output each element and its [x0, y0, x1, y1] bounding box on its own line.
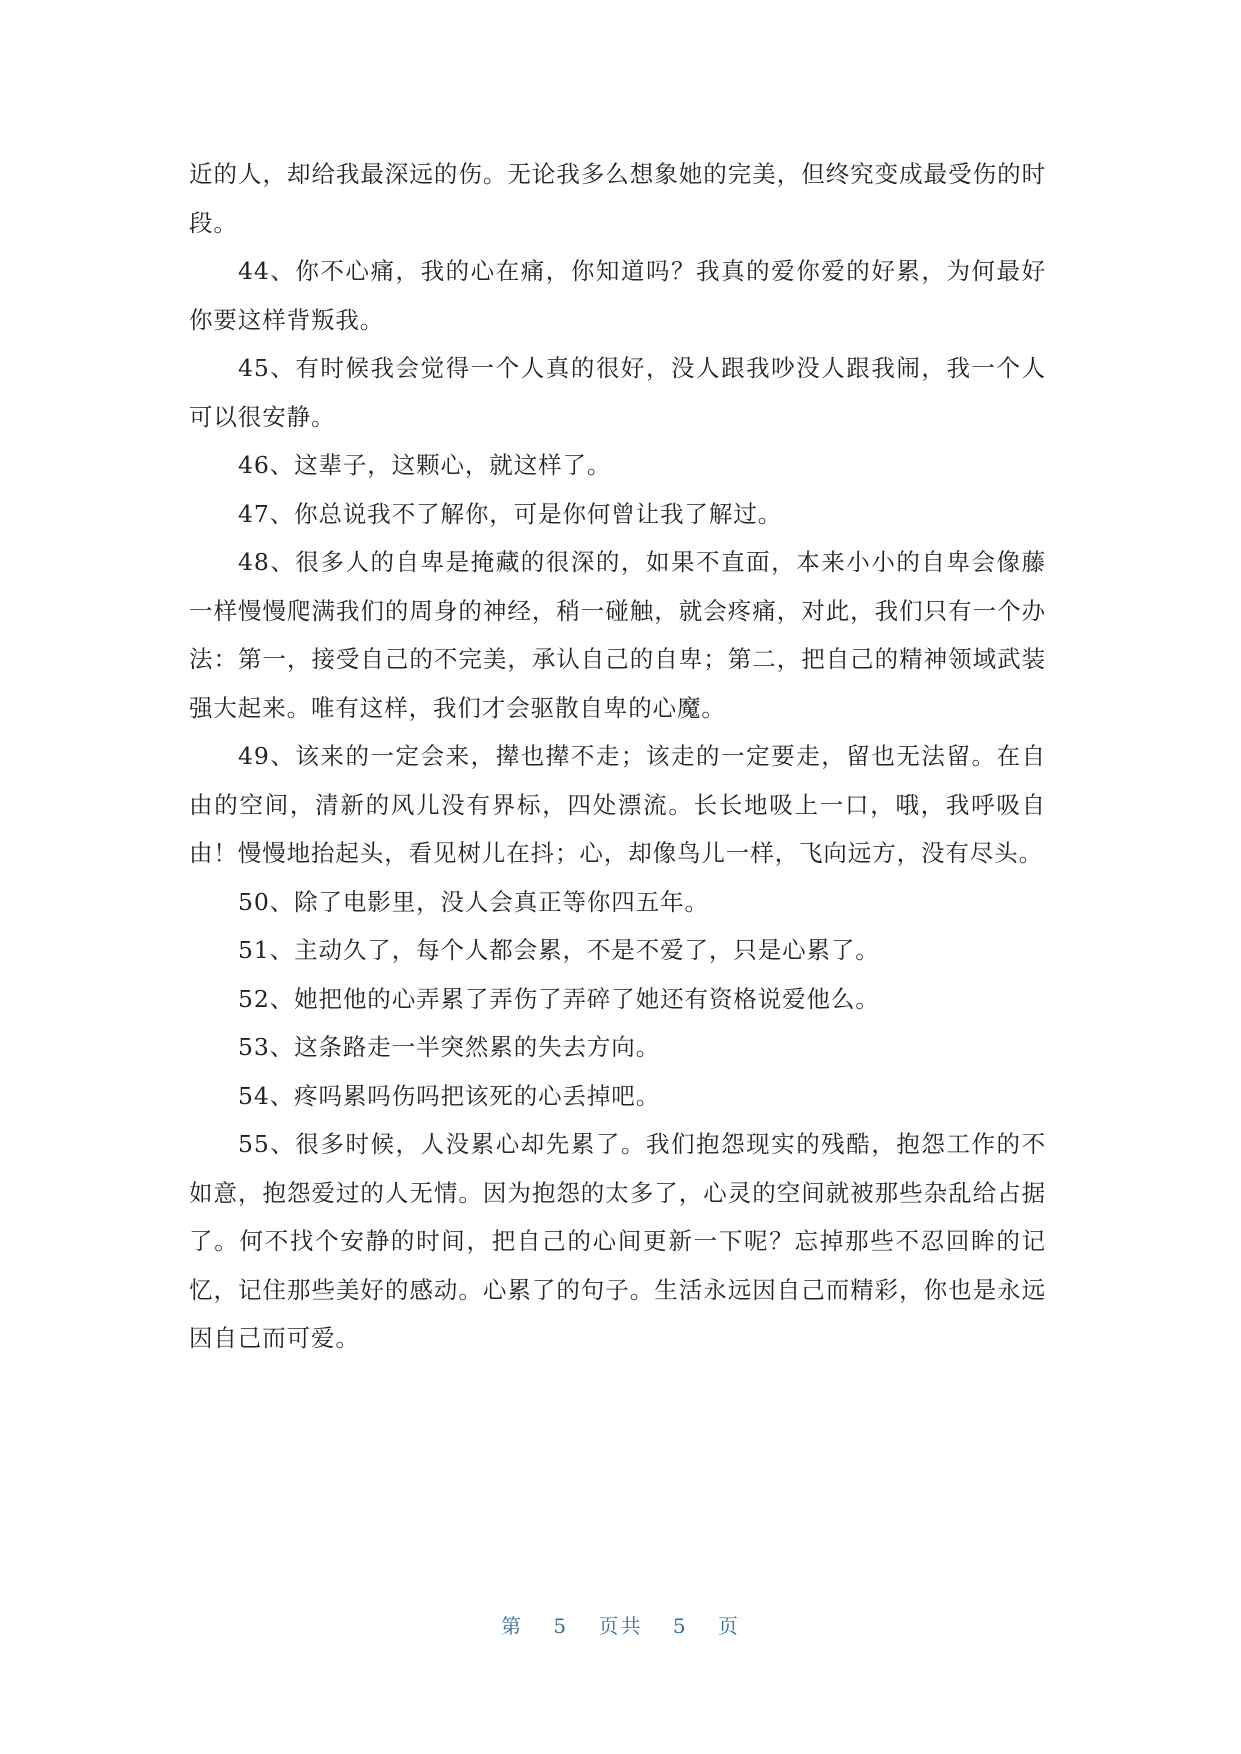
paragraph-item-55: 55、很多时候，人没累心却先累了。我们抱怨现实的残酷，抱怨工作的不如意，抱怨爱过的人无情。因为抱怨的太多了，心灵的空间就被那些杂乱给占据了。何不找个安静的时间，把自己的心间更新一下呢？忘掉那些不忍回眸的记忆，记住那些美好的感动。心累了的句子。生活永远因自己而精彩，你也是永远因自己而可爱。: [189, 1130, 1046, 1352]
paragraph-item-48: 48、很多人的自卑是掩藏的很深的，如果不直面，本来小小的自卑会像藤一样慢慢爬满我们的周身的神经，稍一碰触，就会疼痛，对此，我们只有一个办法：第一，接受自己的不完美，承认自己的自卑；第二，把自己的精神领域武装强大起来。唯有这样，我们才会驱散自卑的心魔。: [189, 548, 1046, 722]
page-footer: [0, 1610, 1241, 1639]
paragraph-item-50: 50、除了电影里，没人会真正等你四五年。: [238, 887, 709, 916]
paragraph-item-51: 51、主动久了，每个人都会累，不是不爱了，只是心累了。: [238, 936, 880, 964]
paragraph-continuation: 近的人，却给我最深远的伤。无论我多么想象她的完美，但终究变成最受伤的时段。: [189, 160, 1046, 237]
paragraph-item-53: 53、这条路走一半突然累的失去方向。: [238, 1033, 661, 1061]
paragraph-item-45: 45、有时候我会觉得一个人真的很好，没人跟我吵没人跟我闹，我一个人可以很安静。: [189, 354, 1046, 431]
footer-middle: 页共: [598, 1614, 643, 1638]
document-body: [189, 150, 1046, 1363]
paragraph-item-47: 47、你总说我不了解你，可是你何曾让我了解过。: [238, 499, 783, 528]
footer-suffix: 页: [717, 1614, 740, 1638]
footer-current-page: 5: [553, 1614, 569, 1638]
paragraph-item-49: 49、该来的一定会来，撵也撵不走；该走的一定要走，留也无法留。在自由的空间，清新的风儿没有界标，四处漂流。长长地吸上一口，哦，我呼吸自由！慢慢地抬起头，看见树儿在抖；心，却像鸟儿一样，飞向远方，没有尽头。: [189, 742, 1046, 867]
paragraph-item-46: 46、这辈子，这颗心，就这样了。: [238, 451, 612, 479]
footer-total-pages: 5: [672, 1614, 688, 1638]
paragraph-item-52: 52、她把他的心弄累了弄伤了弄碎了她还有资格说爱他么。: [238, 984, 880, 1013]
footer-prefix: 第: [501, 1614, 524, 1638]
paragraph-item-54: 54、疼吗累吗伤吗把该死的心丢掉吧。: [238, 1081, 661, 1110]
paragraph-item-44: 44、你不心痛，我的心在痛，你知道吗？我真的爱你爱的好累，为何最好你要这样背叛我。: [189, 257, 1046, 334]
